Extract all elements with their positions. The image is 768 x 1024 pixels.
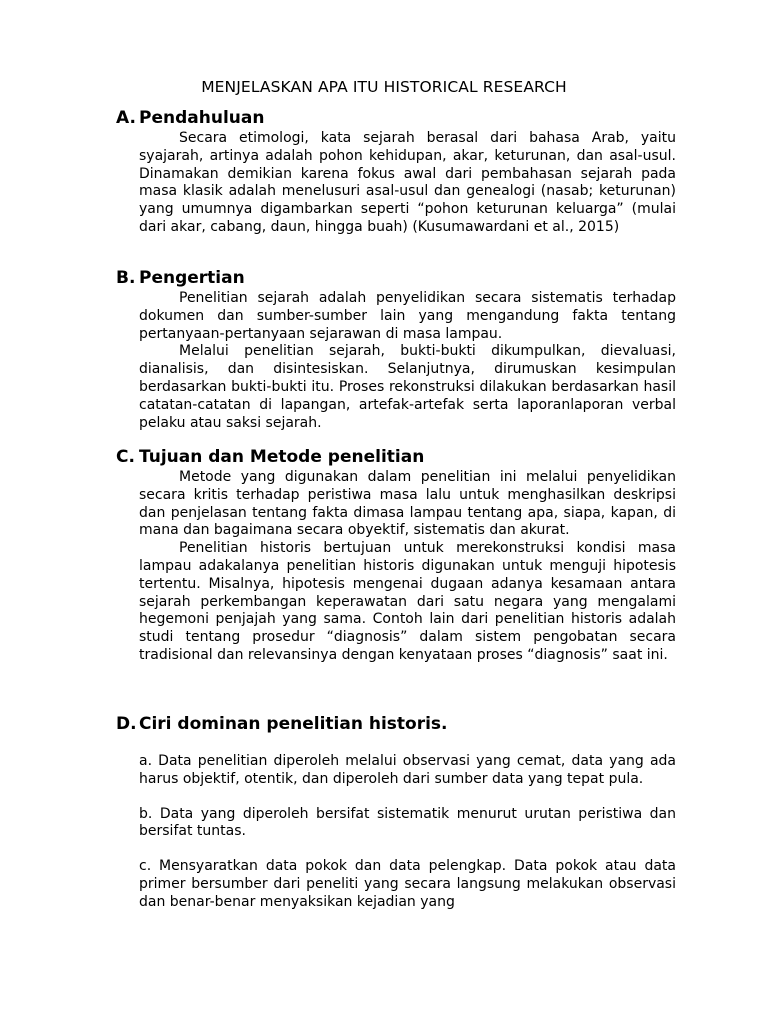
section-title: Pengertian (139, 268, 245, 288)
section-c (116, 445, 676, 665)
section-heading (116, 712, 676, 736)
section-body (139, 130, 676, 237)
paragraph: Melalui penelitian sejarah, bukti-bukti dikumpulkan, dievaluasi, dianalisis, dan disintesiskan. Selanjutnya, dirumuskan kesimpulan berdasarkan bukti-bukti itu. Proses rekonstruksi dilakukan berdasarkan hasil catatan-catatan di lapangan, artefak-artefak serta laporanlaporan verbal pelaku atau saksi sejarah. (139, 343, 676, 431)
paragraph: Penelitian historis bertujuan untuk merekonstruksi kondisi masa lampau adakalanya penelitian historis digunakan untuk menguji hipotesis tertentu. Misalnya, hipotesis mengenai dugaan adanya kesamaan antara sejarah perkembangan keperawatan dari satu negara yang mengalami hegemoni penjajah yang sama. Contoh lain dari penelitian historis adalah studi tentang prosedur “diagnosis” dalam sistem pengobatan secara tradisional dan relevansinya dengan kenyataan proses “diagnosis” saat ini. (139, 540, 676, 663)
section-title: Pendahuluan (139, 108, 265, 128)
list-item: c. Mensyaratkan data pokok dan data pelengkap. Data pokok atau data primer bersumber dari peneliti yang secara langsung melakukan observasi dan benar-benar menyaksikan kejadian yang (139, 858, 676, 910)
section-body (139, 290, 676, 432)
section-body (139, 469, 676, 665)
section-heading (116, 445, 676, 469)
section-letter: D. (116, 714, 137, 734)
document-title: MENJELASKAN APA ITU HISTORICAL RESEARCH (201, 78, 567, 96)
section-title: Ciri dominan penelitian historis. (139, 714, 448, 734)
section-letter: C. (116, 447, 135, 467)
section-d (116, 712, 676, 929)
section-heading (116, 106, 676, 130)
paragraph: Metode yang digunakan dalam penelitian ini melalui penyelidikan secara kritis terhadap peristiwa masa lalu untuk menghasilkan deskripsi dan penjelasan tentang fakta dimasa lampau tentang apa, siapa, kapan, di mana dan bagaimana secara obyektif, sistematis dan akurat. (139, 469, 676, 539)
paragraph: Secara etimologi, kata sejarah berasal dari bahasa Arab, yaitu syajarah, artinya adalah pohon kehidupan, akar, keturunan, dan asal-usul. Dinamakan demikian karena fokus awal dari pembahasan sejarah pada masa klasik adalah menelusuri asal-usul dan genealogi (nasab; keturunan) yang umumnya digambarkan seperti “pohon keturunan keluarga” (mulai dari akar, cabang, daun, hingga buah) (Kusumawardani et al., 2015) (139, 130, 676, 235)
section-heading (116, 266, 676, 290)
section-b (116, 266, 676, 432)
section-title: Tujuan dan Metode penelitian (139, 447, 425, 467)
section-a (116, 106, 676, 237)
section-letter: B. (116, 268, 136, 288)
paragraph: Penelitian sejarah adalah penyelidikan secara sistematis terhadap dokumen dan sumber-sumber lain yang mengandung fakta tentang pertanyaan-pertanyaan sejarawan di masa lampau. (139, 290, 676, 342)
list-item: b. Data yang diperoleh bersifat sistematik menurut urutan peristiwa dan bersifat tuntas. (139, 805, 676, 840)
section-letter: A. (116, 108, 136, 128)
criteria-list (139, 753, 676, 912)
list-item: a. Data penelitian diperoleh melalui observasi yang cemat, data yang ada harus objektif, otentik, dan diperoleh dari sumber data yang tepat pula. (139, 753, 676, 787)
